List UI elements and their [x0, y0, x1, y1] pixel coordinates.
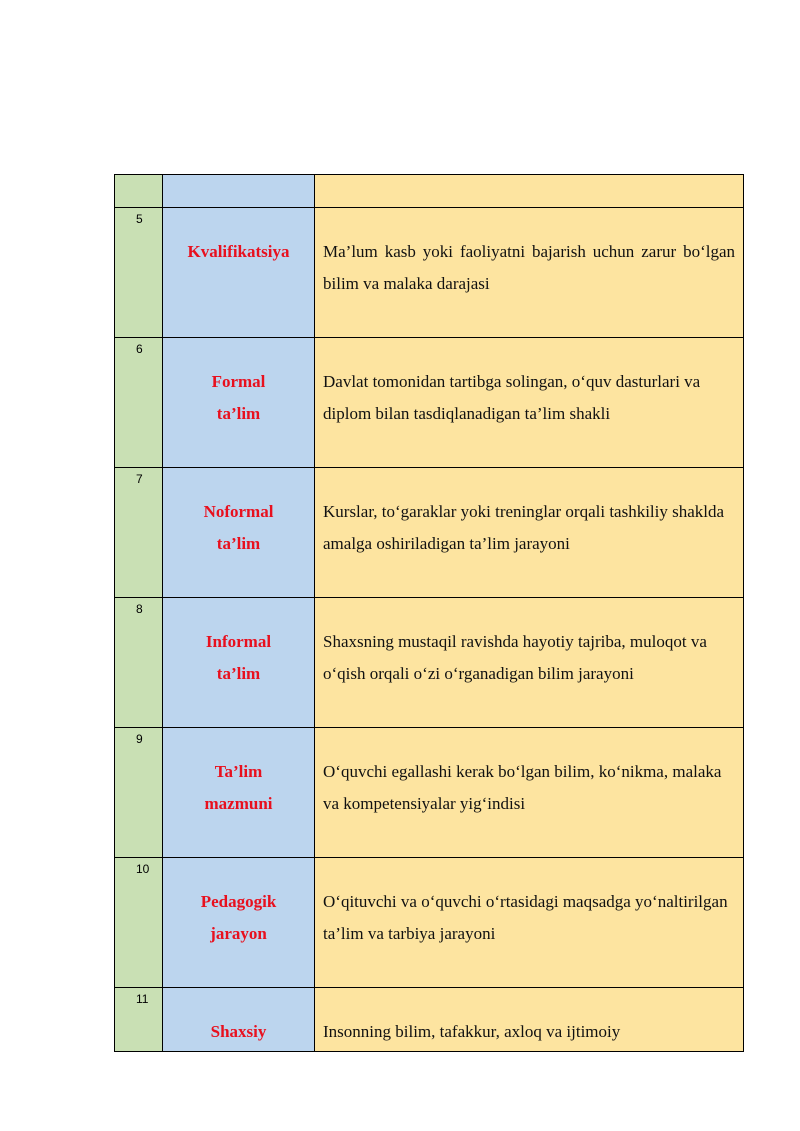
- term-label: [163, 858, 315, 987]
- table-row: [115, 338, 743, 468]
- definition-text: Kurslar, to‘garaklar yoki treninglar orqali tashkiliy shaklda amalga oshiriladigan ta’lim jarayoni: [315, 468, 743, 597]
- row-number: 11: [115, 988, 163, 1051]
- row-number: 7: [115, 468, 163, 597]
- row-number: 5: [115, 208, 163, 337]
- table-row: [115, 988, 743, 1052]
- term-text: Informal ta’lim: [205, 632, 272, 683]
- table-row: [115, 208, 743, 338]
- term-text: Kvalifikatsiya: [187, 242, 290, 261]
- term-label: [163, 208, 315, 337]
- table-header-row: [115, 175, 743, 208]
- table-row: [115, 598, 743, 728]
- row-number: 6: [115, 338, 163, 467]
- term-label: [163, 988, 315, 1051]
- row-number: 10: [115, 858, 163, 987]
- definition-text: Davlat tomonidan tartibga solingan, o‘quv dasturlari va diplom bilan tasdiqlanadigan ta’lim shakli: [315, 338, 743, 467]
- definition-column-header: [315, 175, 743, 207]
- term-label: [163, 728, 315, 857]
- term-column-header: [163, 175, 315, 207]
- definition-text: O‘quvchi egallashi kerak bo‘lgan bilim, ko‘nikma, malaka va kompetensiyalar yig‘indisi: [315, 728, 743, 857]
- table-row: [115, 468, 743, 598]
- definition-text: Ma’lum kasb yoki faoliyatni bajarish uchun zarur bo‘lgan bilim va malaka darajasi: [315, 208, 743, 337]
- row-number: 8: [115, 598, 163, 727]
- table-row: [115, 728, 743, 858]
- row-number: 9: [115, 728, 163, 857]
- definition-text: Shaxsning mustaqil ravishda hayotiy tajriba, muloqot va o‘qish orqali o‘zi o‘rganadigan bilim jarayoni: [315, 598, 743, 727]
- term-label: [163, 338, 315, 467]
- definition-text: Insonning bilim, tafakkur, axloq va ijtimoiy: [315, 988, 743, 1051]
- term-text: Ta’lim mazmuni: [204, 762, 273, 813]
- glossary-table: [114, 174, 744, 1052]
- term-label: [163, 468, 315, 597]
- term-text: Pedagogik jarayon: [200, 892, 277, 943]
- term-text: Noformal ta’lim: [203, 502, 274, 553]
- table-row: [115, 858, 743, 988]
- term-label: [163, 598, 315, 727]
- term-text: Shaxsiy: [210, 1022, 267, 1041]
- definition-text: O‘qituvchi va o‘quvchi o‘rtasidagi maqsadga yo‘naltirilgan ta’lim va tarbiya jarayoni: [315, 858, 743, 987]
- number-column-header: [115, 175, 163, 207]
- term-text: Formal ta’lim: [211, 372, 266, 423]
